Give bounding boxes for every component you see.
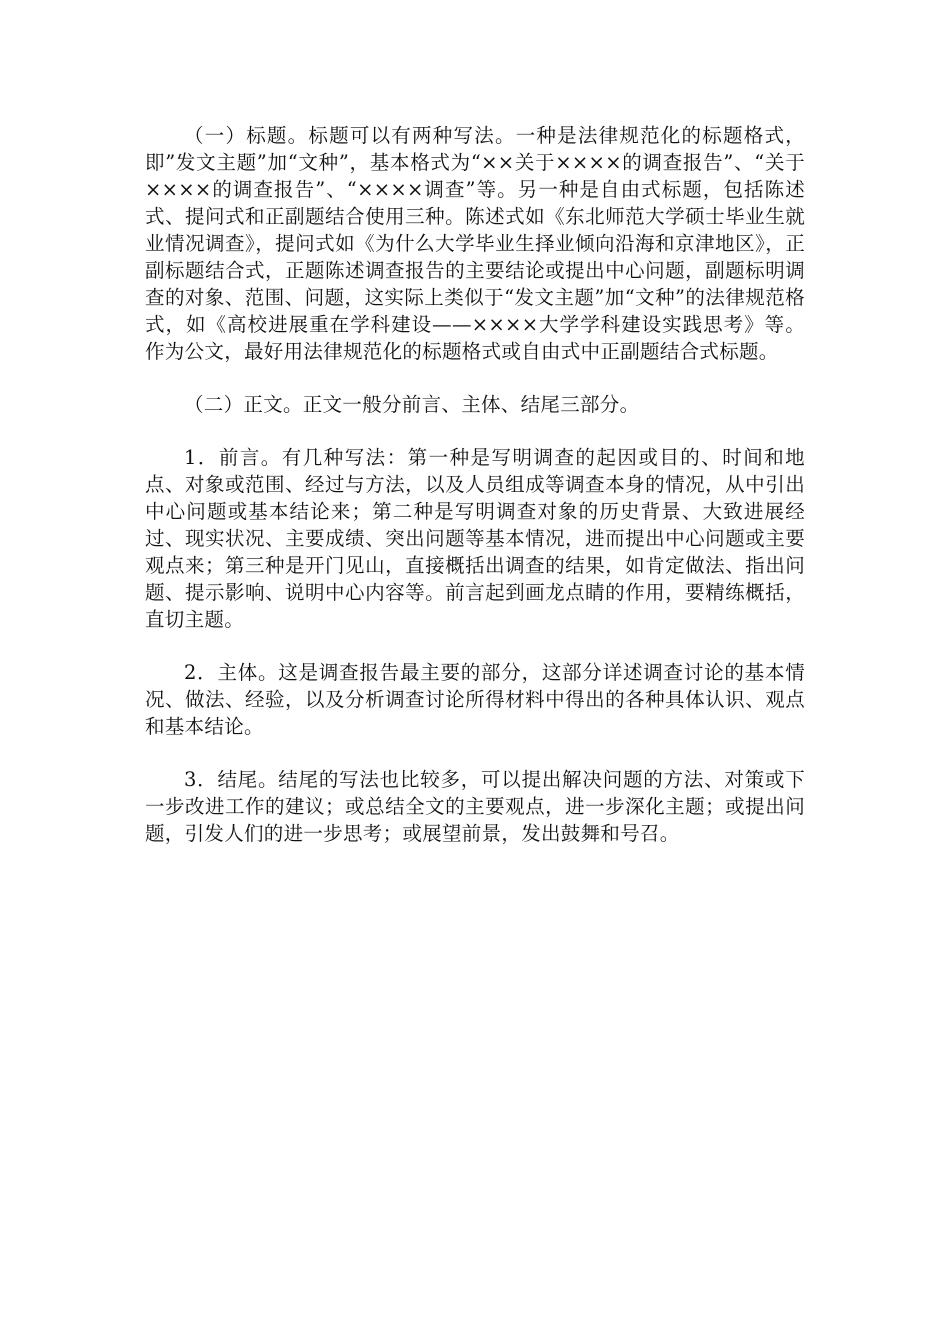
paragraph-body-section: （二）正文。正文一般分前言、主体、结尾三部分。: [184, 393, 640, 416]
paragraph-main-body: 2．主体。这是调查报告最主要的部分，这部分详述调查讨论的基本情况、做法、经验，以及分析调查讨论所得材料中得出的各种具体认识、观点和基本结论。: [145, 661, 805, 738]
document-body: [145, 122, 805, 873]
paragraph-preface: 1．前言。有几种写法：第一种是写明调查的起因或目的、时间和地点、对象或范围、经过与方法，以及人员组成等调查本身的情况，从中引出中心问题或基本结论来；第二种是写明调查对象的历史背景、大致进展经过、现实状况、主要成绩、突出问题等基本情况，进而提出中心问题或主要观点来；第三种是开门见山，直接概括出调查的结果，如肯定做法、指出问题、提示影响、说明中心内容等。前言起到画龙点睛的作用，要精练概括，直切主题。: [145, 446, 805, 631]
paragraph-ending: 3．结尾。结尾的写法也比较多，可以提出解决问题的方法、对策或下一步改进工作的建议；或总结全文的主要观点，进一步深化主题；或提出问题，引发人们的进一步思考；或展望前景，发出鼓舞和号召。: [145, 768, 805, 845]
paragraph-title-section: （一）标题。标题可以有两种写法。一种是法律规范化的标题格式，即”发文主题”加“文种”，基本格式为“××关于××××的调查报告”、“关于××××的调查报告”、“××××调查”等。另一种是自由式标题，包括陈述式、提问式和正副题结合使用三种。陈述式如《东北师范大学硕士毕业生就业情况调查》，提问式如《为什么大学毕业生择业倾向沿海和京津地区》，正副标题结合式，正题陈述调查报告的主要结论或提出中心问题，副题标明调查的对象、范围、问题，这实际上类似于“发文主题”加“文种”的法律规范格式，如《高校进展重在学科建设——××××大学学科建设实践思考》等。作为公文，最好用法律规范化的标题格式或自由式中正副题结合式标题。: [145, 124, 805, 363]
